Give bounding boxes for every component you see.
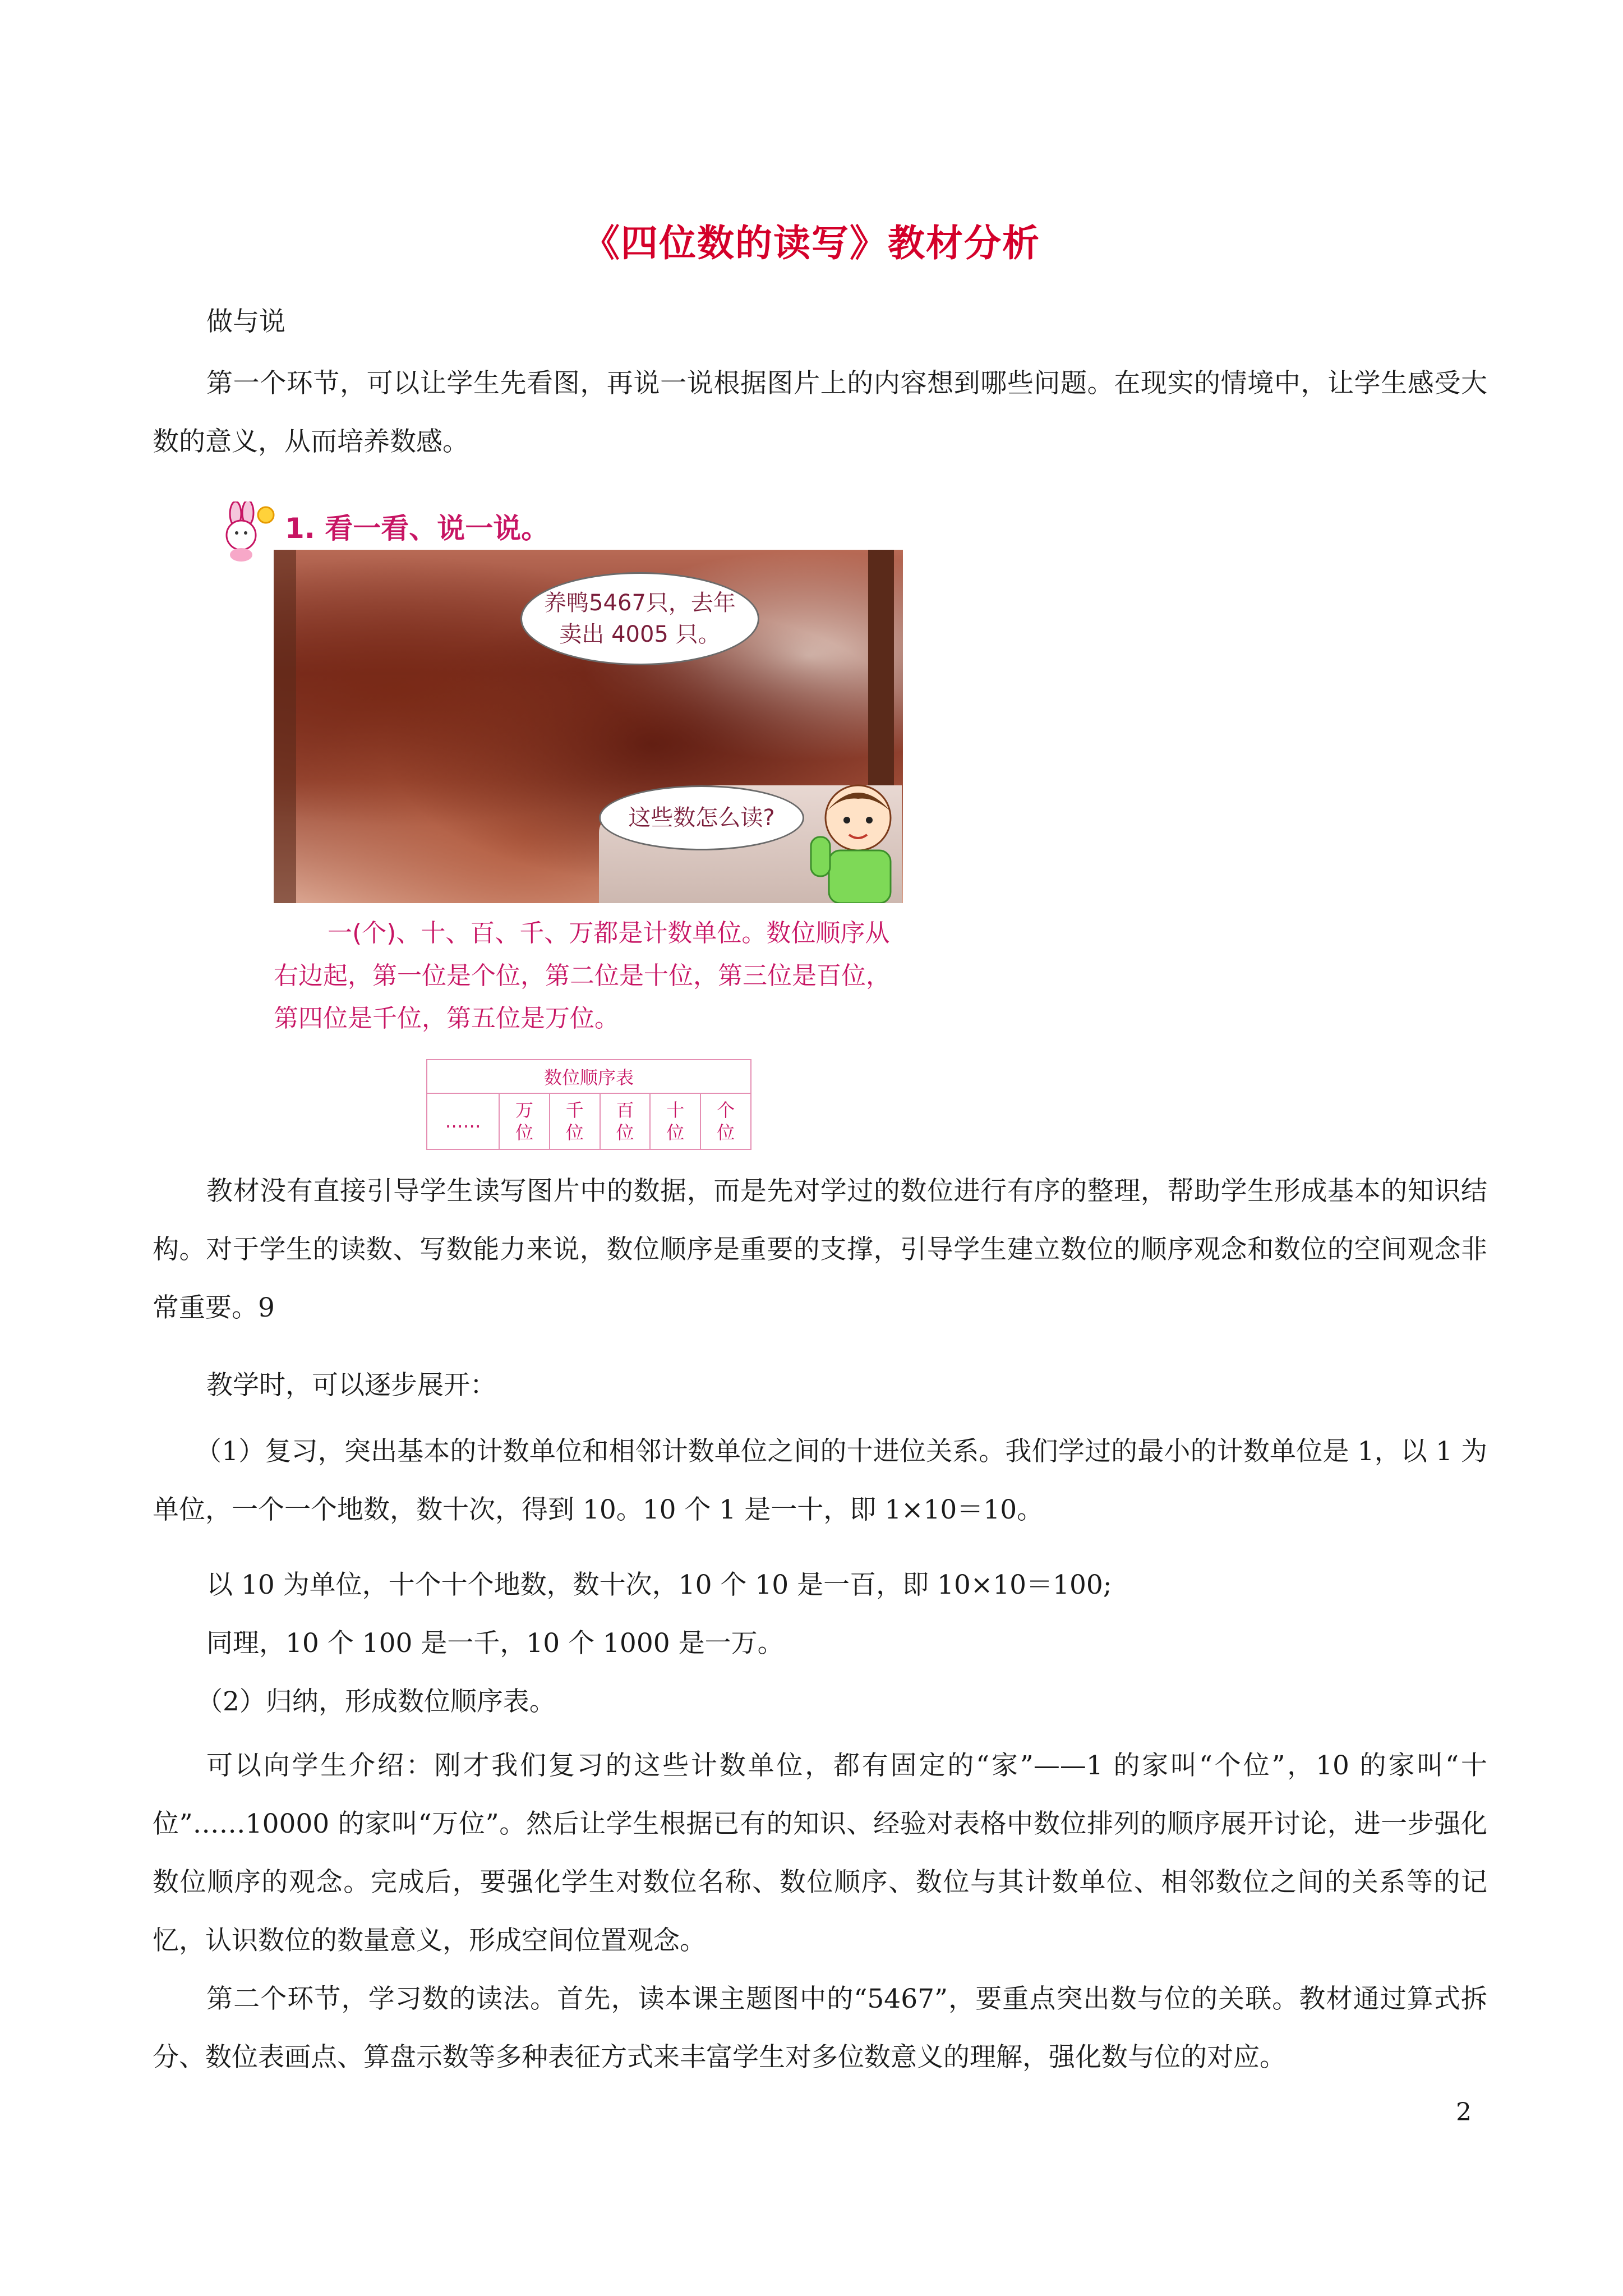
paragraph-home-names: 可以向学生介绍：刚才我们复习的这些计数单位，都有固定的“家”——1 的家叫“个位”，10 的家叫“十位”……10000 的家叫“万位”。然后让学生根据已有的知识、经验对表格中数位排列的顺序展开讨论，进一步强化数位顺序的观念。完成后，要强化学生对数位名称、数位顺序、数位与其计数单位、相邻数位之间的关系等的记忆，认识数位的数量意义，形成空间位置观念。 <box>153 1750 1487 1956</box>
duck-farm-photo <box>274 550 903 903</box>
textbook-figure <box>213 498 914 1143</box>
cell-text: 位 <box>515 1122 534 1143</box>
figure-caption: 一(个)、十、百、千、万都是计数单位。数位顺序从右边起，第一位是个位，第二位是十位，第三位是百位，第四位是千位，第五位是万位。 <box>274 919 891 1033</box>
paragraph-structure: 教材没有直接引导学生读写图片中的数据，而是先对学过的数位进行有序的整理，帮助学生形成基本的知识结构。对于学生的读数、写数能力来说，数位顺序是重要的支撑，引导学生建立数位的顺序观念和数位的空间观念非常重要。9 <box>153 1176 1487 1323</box>
table-title: 数位顺序表 <box>427 1060 751 1093</box>
cell-text: 万 <box>515 1099 534 1121</box>
speech-bubble-ducks <box>520 572 759 665</box>
line-tens: 以 10 为单位，十个十个地数，数十次，10 个 10 是一百，即 10×10＝100; <box>206 1570 1112 1600</box>
bubble-line-1: 养鸭5467只，去年 <box>544 590 736 616</box>
page-number: 2 <box>1456 2098 1472 2127</box>
section-heading: 做与说 <box>206 306 285 337</box>
table-cell <box>650 1093 700 1149</box>
cell-text: 位 <box>717 1122 735 1143</box>
line-same-reason: 同理，10 个 100 是一千，10 个 1000 是一万。 <box>206 1628 784 1659</box>
cell-text: 千 <box>565 1099 584 1121</box>
cell-text: 位 <box>616 1122 634 1143</box>
figure-heading <box>213 498 914 549</box>
figure-heading-text: 1. 看一看、说一说。 <box>285 512 550 545</box>
teaching-intro: 教学时，可以逐步展开： <box>206 1370 496 1401</box>
paragraph-intro: 第一个环节，可以让学生先看图，再说一说根据图片上的内容想到哪些问题。在现实的情境中，让学生感受大数的意义，从而培养数感。 <box>153 368 1487 457</box>
cell-text: 百 <box>616 1099 634 1121</box>
page-title: 《四位数的读写》教材分析 <box>583 221 1040 265</box>
table-cell <box>700 1093 751 1149</box>
table-cell <box>427 1093 499 1149</box>
boy-cartoon-icon <box>806 774 903 903</box>
bunny-mascot-icon <box>214 501 276 563</box>
bubble-line-2: 卖出 4005 只。 <box>559 622 721 647</box>
table-cell <box>600 1093 651 1149</box>
place-value-table <box>426 1059 751 1150</box>
table-cell <box>550 1093 600 1149</box>
cell-text: 个 <box>717 1099 735 1121</box>
cell-text: …… <box>445 1111 481 1132</box>
paragraph-review: （1）复习，突出基本的计数单位和相邻计数单位之间的十进位关系。我们学过的最小的计数单位是 1，以 1 为单位，一个一个地数，数十次，得到 10。10 个 1 是一十，即 1×10＝10。 <box>153 1436 1487 1525</box>
cell-text: 位 <box>565 1122 584 1143</box>
paragraph-reading: 第二个环节，学习数的读法。首先，读本课主题图中的“5467”，要重点突出数与位的关联。教材通过算式拆分、数位表画点、算盘示数等多种表征方式来丰富学生对多位数意义的理解，强化数与位的对应。 <box>153 1984 1487 2073</box>
speech-bubble-question: 这些数怎么读? <box>599 785 804 850</box>
table-cell <box>499 1093 550 1149</box>
cell-text: 十 <box>666 1099 685 1121</box>
line-summary: （2）归纳，形成数位顺序表。 <box>196 1686 556 1717</box>
cell-text: 位 <box>666 1122 685 1143</box>
